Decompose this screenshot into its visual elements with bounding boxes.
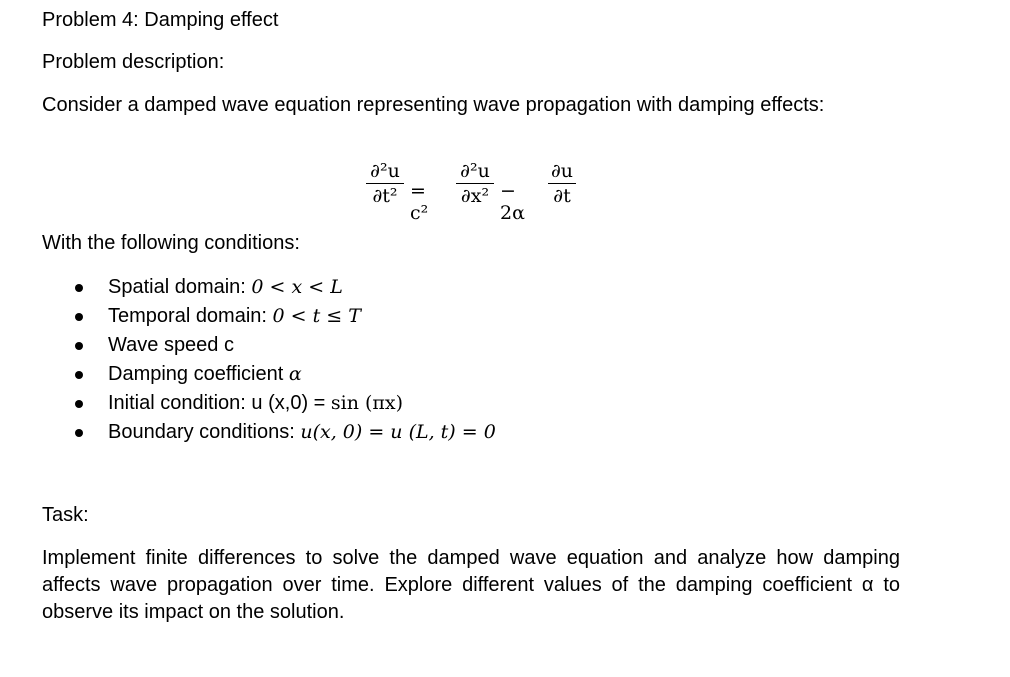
bullet-icon — [75, 342, 83, 350]
lhs-numerator: ∂²u — [370, 160, 400, 182]
intro-paragraph: Consider a damped wave equation representing wave propagation with damping effects: — [42, 94, 825, 116]
lhs-fraction — [366, 160, 404, 207]
task-heading: Task: — [42, 504, 89, 526]
equals-c-squared: = c² — [410, 180, 429, 224]
conditions-heading: With the following conditions: — [42, 232, 300, 254]
bullet-icon — [75, 429, 83, 437]
lhs-denominator: ∂t² — [372, 185, 398, 207]
description-heading: Problem description: — [42, 51, 225, 73]
conditions-list — [0, 273, 496, 447]
rhs-denominator: ∂t — [553, 185, 571, 207]
minus-two-alpha: − 2α — [500, 180, 525, 224]
list-item: Initial condition: u (x,0) = sin (πx) — [0, 389, 496, 418]
bullet-icon — [75, 400, 83, 408]
list-item: Boundary conditions: u(x, 0) = u (L, t) = 0 — [0, 418, 496, 447]
bullet-icon — [75, 371, 83, 379]
middle-denominator: ∂x² — [460, 185, 490, 207]
bullet-icon — [75, 313, 83, 321]
rhs-numerator: ∂u — [550, 160, 574, 182]
rhs-fraction — [548, 160, 576, 207]
problem-title: Problem 4: Damping effect — [42, 9, 279, 31]
bullet-icon — [75, 284, 83, 292]
list-item: Temporal domain: 0 < t ≤ T — [0, 302, 496, 331]
list-item: Damping coefficient α — [0, 360, 496, 389]
middle-numerator: ∂²u — [460, 160, 490, 182]
middle-fraction — [456, 160, 494, 207]
list-item: Wave speed c — [0, 331, 496, 360]
list-item: Spatial domain: 0 < x < L — [0, 273, 496, 302]
task-paragraph: Implement finite differences to solve the damped wave equation and analyze how damping affects wave propagation over time. Explore different values of the damping coefficient α to observe its impact on the solution. — [42, 547, 900, 623]
